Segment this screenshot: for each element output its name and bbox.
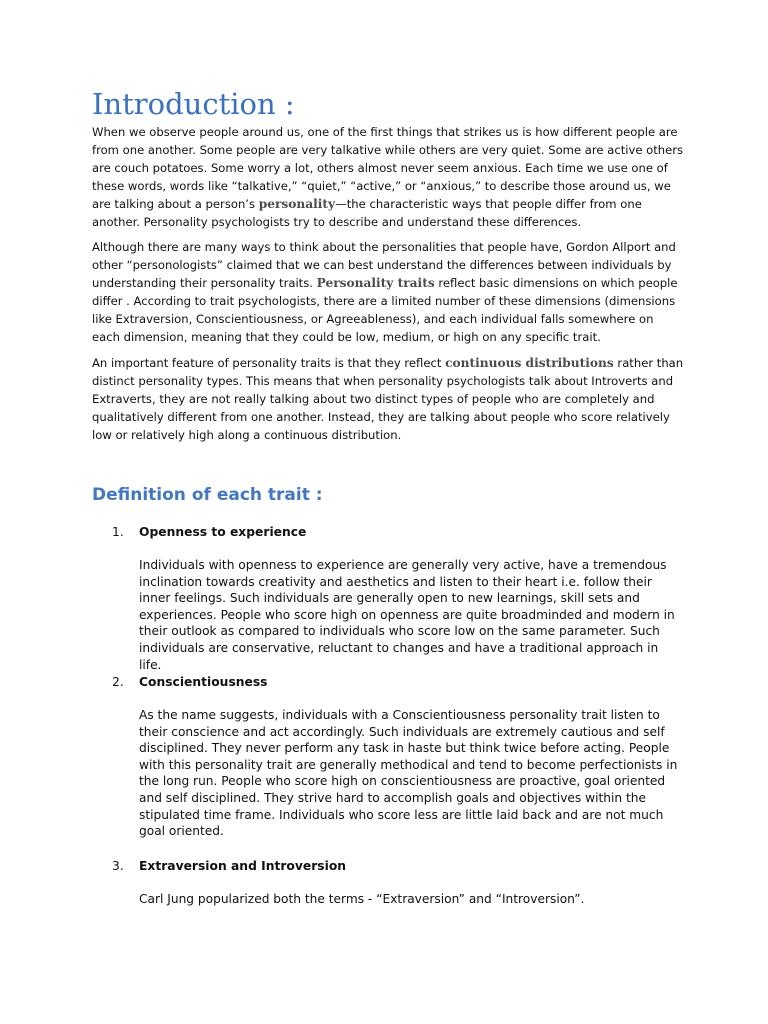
paragraph-text: reflect basic dimensions on which people differ . According to trait psychologists, there are a limited number of these dimensions (dimensions like Extraversion, Conscientiousness, or Agreeableness), and each individual falls somewhere on each dimension, meaning that they could be low, medium, or high on any specific trait. [92,275,678,344]
trait-title-text: Openness to experience [139,525,307,539]
trait-title-openness [112,523,306,541]
list-number: 1. [112,525,124,539]
paragraph-text: —the characteristic ways that people differ from one another. Personality psychologists try to describe and understand these differences. [92,196,642,229]
trait-title-text: Extraversion and Introversion [139,859,347,873]
intro-paragraph-1 [92,124,684,231]
trait-title-conscientiousness [112,673,268,691]
intro-paragraph-2 [92,239,684,346]
trait-title-extraversion [112,857,346,875]
paragraph-text: When we observe people around us, one of the first things that strikes us is how different people are from one another. Some people are very talkative while others are very quiet. Some are active others are couch potatoes. Some worry a lot, others almost never seem anxious. Each time we use one of these words, words like “talkative,” “quiet,” “active,” or “anxious,” to describe those around us, we are talking about a person’s [92,125,684,211]
intro-paragraph-3 [92,355,684,445]
list-number: 3. [112,859,124,873]
page-title: Introduction : [92,87,295,121]
trait-description-openness: Individuals with openness to experience are generally very active, have a tremendous inclination towards creativity and aesthetics and listen to their heart i.e. follow their inner feelings. Such individuals are generally open to new learnings, skill sets and experiences. People who score high on openness are quite broadminded and modern in their outlook as compared to individuals who score low on the same parameter. Such individuals are conservative, reluctant to changes and have a traditional approach in life. [139,558,675,672]
trait-description-conscientiousness: As the name suggests, individuals with a Conscientiousness personality trait listen to their conscience and act accordingly. Such individuals are extremely cautious and self disciplined. They never perform any task in haste but think twice before acting. People with this personality trait are generally methodical and tend to become perfectionists in the long run. People who score high on conscientiousness are proactive, goal oriented and self disciplined. They strive hard to accomplish goals and objectives within the stipulated time frame. Individuals who score less are little laid back and are not much goal oriented. [139,708,678,839]
highlighted-term: personality [258,196,336,211]
list-number: 2. [112,675,124,689]
paragraph-text: Although there are many ways to think about the personalities that people have, Gordon Allport and other “personologists” claimed that we can best understand the differences between individuals by understanding their personality traits. [92,240,676,290]
trait-description-extraversion: Carl Jung popularized both the terms - “Extraversion” and “Introversion”. [139,892,585,906]
paragraph-text: rather than distinct personality types. This means that when personality psychologists talk about Introverts and Extraverts, they are not really talking about two distinct types of people who are completely and qualitatively different from one another. Instead, they are talking about people who score relatively low or relatively high along a continuous distribution. [92,356,684,442]
trait-title-text: Conscientiousness [139,675,268,689]
section-heading: Definition of each trait : [92,485,323,505]
paragraph-text: An important feature of personality traits is that they reflect [92,356,446,370]
highlighted-term: continuous distributions [445,356,614,370]
highlighted-term: Personality traits [316,275,435,290]
